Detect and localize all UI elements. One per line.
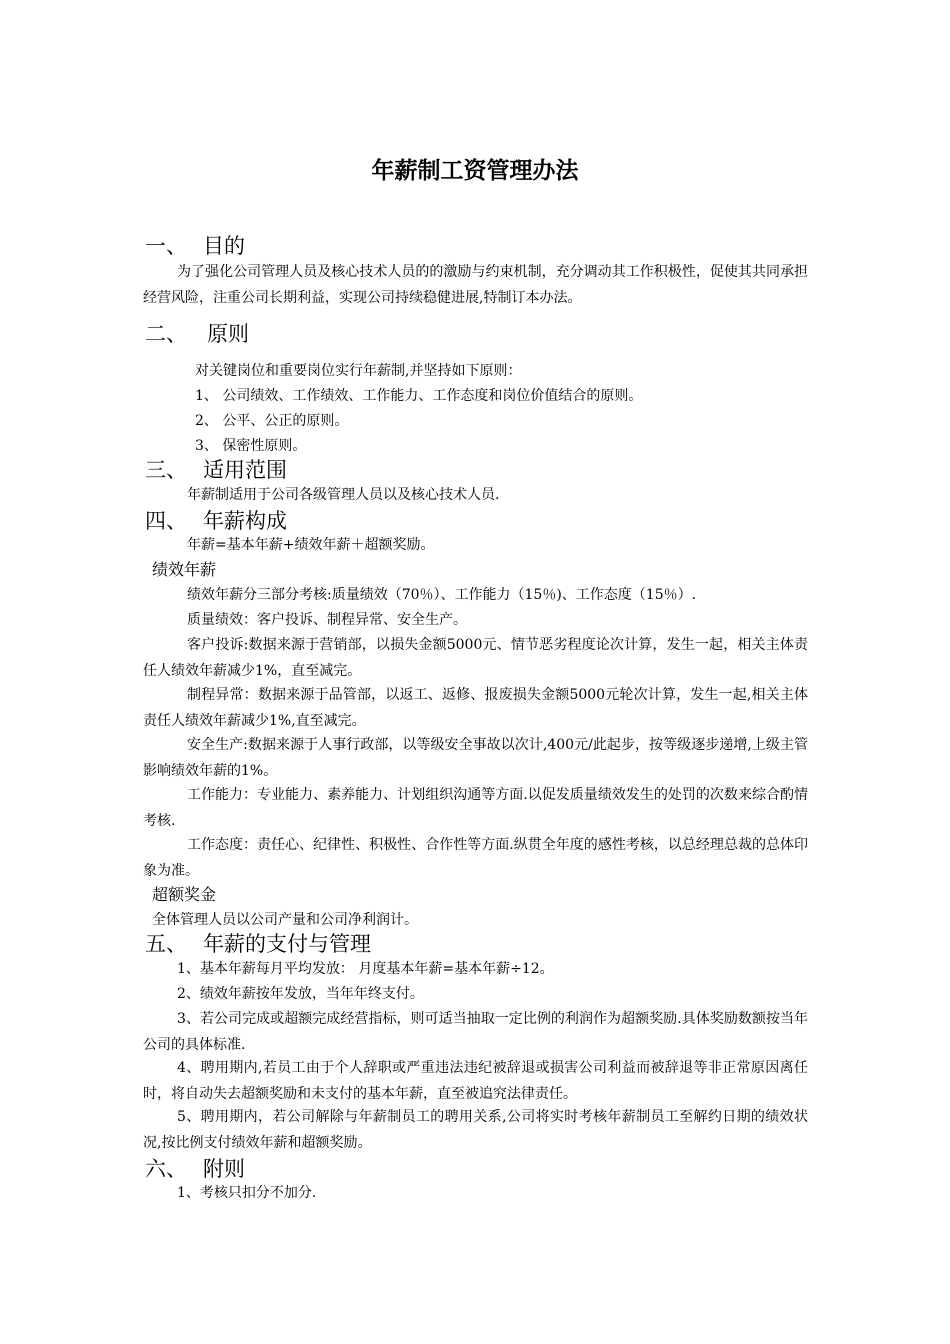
payment-item: 4、聘用期内,若员工由于个人辞职或严重违法违纪被辞退或损害公司利益而被辞退等非正常原因离任时，将自动失去超额奖励和未支付的基本年薪，直至被追究法律责任。 (143, 1060, 808, 1102)
process-exception-paragraph: 制程异常：数据来源于品管部，以返工、返修、报废损失金额5000元轮次计算，发生一起,相关主体责任人绩效年薪减少1%,直至减完。 (143, 687, 808, 729)
section-number: 二、 (145, 322, 187, 346)
section-heading-payment (145, 930, 371, 958)
payment-item: 5、聘用期内，若公司解除与年薪制员工的聘用关系,公司将实时考核年薪制员工至解约日期的绩效状况,按比例支付绩效年薪和超额奖励。 (143, 1109, 808, 1151)
principle-item: 3、 保密性原则。 (195, 438, 307, 454)
section-title: 目的 (203, 234, 245, 258)
payment-item: 2、绩效年薪按年发放，当年年终支付。 (177, 986, 424, 1002)
payment-item: 3、若公司完成或超额完成经营指标，则可适当抽取一定比例的利润作为超额奖励.具体奖励数额按当年公司的具体标准. (143, 1011, 808, 1053)
document-title: 年薪制工资管理办法 (371, 158, 579, 184)
supplementary-item: 1、考核只扣分不加分. (177, 1185, 317, 1201)
performance-breakdown: 绩效年薪分三部分考核:质量绩效（70％）、工作能力（15％)、工作态度（15％）. (187, 587, 697, 603)
subheading-excess-bonus: 超额奖金 (152, 885, 217, 904)
section-heading-purpose (145, 232, 245, 260)
work-ability-paragraph: 工作能力：专业能力、素养能力、计划组织沟通等方面.以促发质量绩效发生的处罚的次数来综合酌情考核. (143, 787, 808, 829)
subheading-performance-salary: 绩效年薪 (152, 560, 217, 579)
section-number: 六、 (145, 1157, 187, 1181)
excess-bonus-paragraph: 全体管理人员以公司产量和公司净利润计。 (152, 912, 418, 928)
quality-performance: 质量绩效：客户投诉、制程异常、安全生产。 (187, 612, 467, 628)
section-heading-composition (145, 507, 287, 535)
section-heading-supplementary (145, 1155, 245, 1183)
section-number: 一、 (145, 234, 187, 258)
section-title: 原则 (207, 322, 249, 346)
section-number: 四、 (145, 509, 187, 533)
section-number: 五、 (145, 932, 187, 956)
work-attitude-paragraph: 工作态度：责任心、纪律性、积极性、合作性等方面.纵贯全年度的感性考核，以总经理总裁的总体印象为准。 (143, 837, 808, 879)
section-heading-scope (145, 456, 287, 484)
salary-formula: 年薪=基本年薪+绩效年薪＋超额奖励。 (187, 537, 435, 553)
section-heading-principles (145, 320, 249, 348)
section-title: 年薪构成 (203, 509, 287, 533)
section-number: 三、 (145, 458, 187, 482)
purpose-paragraph: 为了强化公司管理人员及核心技术人员的的激励与约束机制，充分调动其工作积极性，促使其共同承担经营风险，注重公司长期利益，实现公司持续稳健进展,特制订本办法。 (143, 264, 808, 306)
principles-intro: 对关键岗位和重要岗位实行年薪制,并坚持如下原则： (195, 363, 522, 379)
scope-paragraph: 年薪制适用于公司各级管理人员以及核心技术人员. (187, 487, 500, 503)
safety-production-paragraph: 安全生产:数据来源于人事行政部，以等级安全事故以次计,400元/此起步，按等级逐步递增,上级主管影响绩效年薪的1%。 (143, 737, 808, 779)
principle-item: 1、 公司绩效、工作绩效、工作能力、工作态度和岗位价值结合的原则。 (195, 388, 643, 404)
customer-complaint-paragraph: 客户投诉:数据来源于营销部，以损失金额5000元、情节恶劣程度论次计算，发生一起，相关主体责任人绩效年薪减少1%，直至减完。 (143, 637, 808, 679)
section-title: 年薪的支付与管理 (203, 932, 371, 956)
section-title: 附则 (203, 1157, 245, 1181)
principle-item: 2、 公平、公正的原则。 (195, 413, 349, 429)
section-title: 适用范围 (203, 458, 287, 482)
payment-item: 1、基本年薪每月平均发放： 月度基本年薪=基本年薪÷12。 (177, 961, 554, 977)
